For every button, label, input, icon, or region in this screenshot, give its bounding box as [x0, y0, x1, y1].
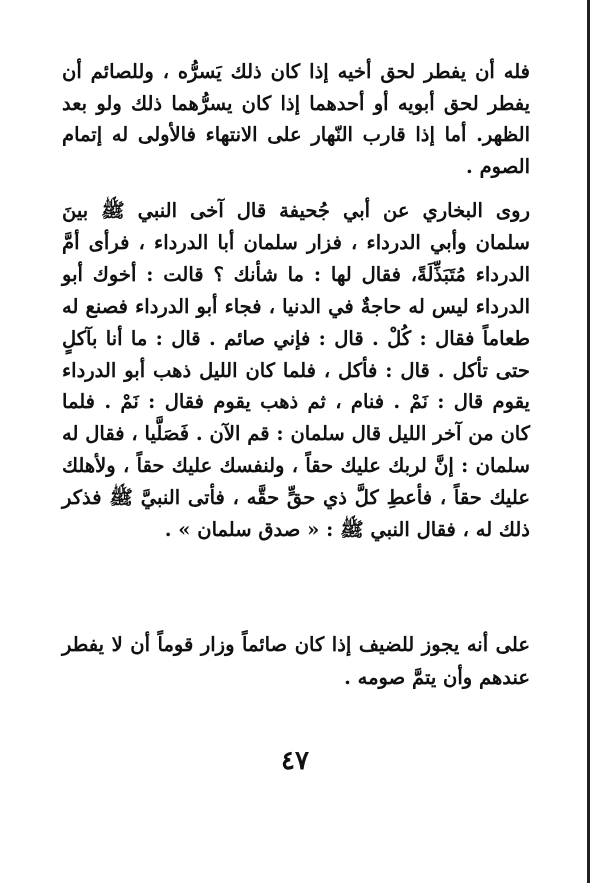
paragraph-breaking-fast: فله أن يفطر لحق أخيه إذا كان ذلك يَسرُّه ، وللصائم أن يفطر لحق أبويه أو أحدهما إذا كان يسرُّهما ذلك ولو بعد الظهر. أما إذا قارب النّهار على الانتهاء فالأولى له إتمام الصوم . [62, 60, 530, 178]
page-number: ٤٧ [281, 746, 309, 776]
paragraph-guest-fasting: على أنه يجوز للضيف إذا كان صائماً وزار قوماً أن لا يفطر عندهم وأن يتمَّ صومه . [62, 633, 530, 689]
paragraph-hadith-salman: روى البخاري عن أبي جُحيفة قال آخى النبي ﷺ بينَ سلمان وأبي الدرداء ، فزار سلمان أبا الدرداء ، فرأى أمَّ الدرداء مُتَبَذِّلَةً، فقال لها : ما شأنك ؟ قالت : أخوك أبو الدرداء ليس له حاجةٌ في الدنيا ، فجاء أبو الدرداء فصنع له طعاماً فقال : كُلْ . قال : فإني صائم . قال : ما أنا بآكلٍ حتى تأكل . قال : فأكل ، فلما كان الليل ذهب أبو الدرداء يقوم قال : نَمْ . فنام ، ثم ذهب يقوم فقال : نَمْ . فلما كان من آخر الليل قال سلمان : قم الآن . فَصَلَّيا ، فقال له سلمان : إنَّ لربك عليك حقاً ، ولنفسك عليك حقاً ، ولأهلك عليك حقاً ، فأعطِ كلَّ ذي حقٍّ حقَّه ، فأتى النبيَّ ﷺ فذكر ذلك له ، فقال النبي ﷺ : « صدق سلمان » . [62, 199, 530, 542]
